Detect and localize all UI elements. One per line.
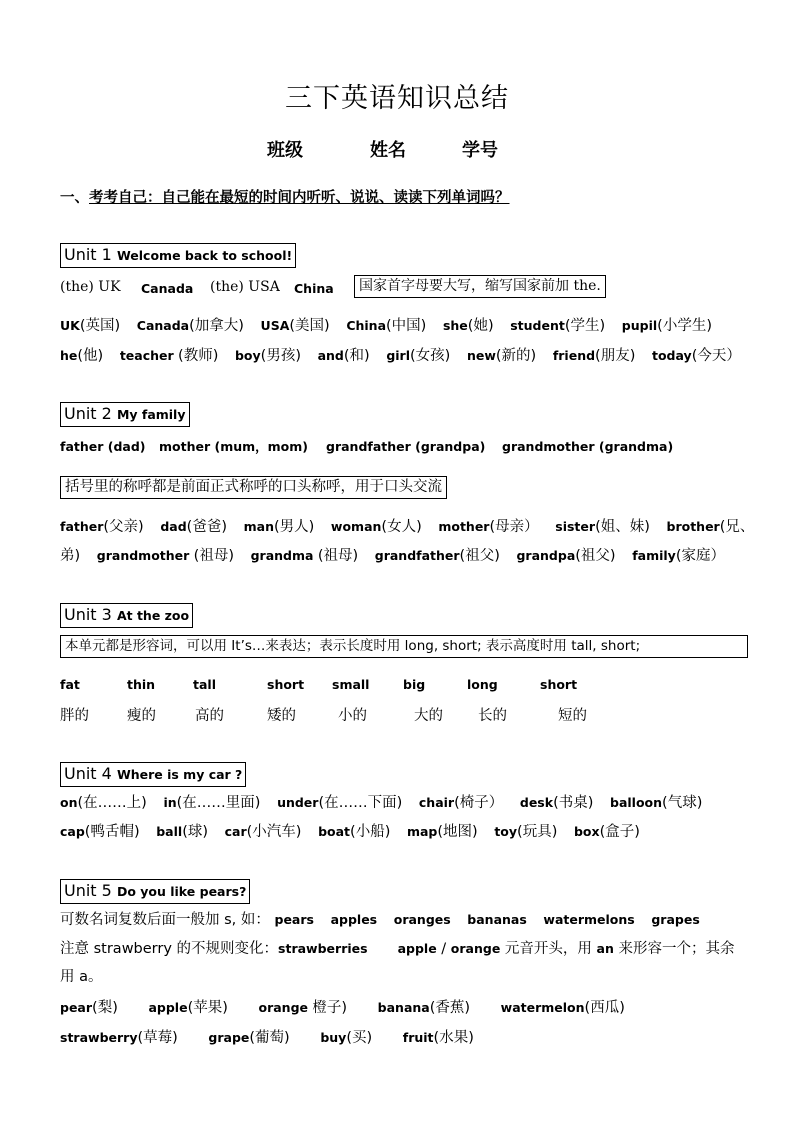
vocab-item: and(和) (317, 348, 370, 364)
unit2-label: Unit 2 (64, 404, 112, 423)
unit5-vocab-row2 (60, 1028, 486, 1048)
unit1-label: Unit 1 (64, 245, 112, 264)
adjective-meaning: 短的 (558, 708, 587, 724)
plural-word: apples (330, 912, 378, 927)
vocab-item: family(家庭） (632, 548, 725, 564)
vocab-item: new(新的) (466, 348, 537, 364)
section-prefix: 一、 (60, 190, 89, 206)
unit1-heading (60, 243, 296, 268)
adjective-word: short (540, 677, 578, 692)
adjective-meaning: 高的 (195, 708, 224, 724)
unit2-topic: My family (116, 407, 186, 422)
vocab-item: mother(母亲） (438, 519, 539, 535)
vocab-item: orange 橙子) (258, 1000, 348, 1016)
family-word: mother (mum，mom) (159, 439, 308, 454)
vocab-item: box(盒子) (573, 824, 640, 840)
adjective-word: small (332, 677, 370, 692)
vocab-item: Canada(加拿大) (136, 318, 244, 334)
unit4-topic: Where is my car ? (116, 767, 243, 782)
unit3-topic: At the zoo (116, 608, 190, 623)
vocab-item: boy(男孩) (234, 348, 301, 364)
plural-word: oranges (393, 912, 451, 927)
vocab-item: teacher (教师) (119, 348, 219, 364)
unit3-note: 本单元都是形容词，可以用 It’s…来表达；表示长度时用 long, short; 表示高度时用 tall, short; (60, 635, 748, 658)
adjective-meaning: 大的 (414, 708, 443, 724)
name-label: 姓名 (370, 140, 406, 161)
adjective-meaning: 矮的 (267, 708, 296, 724)
section-heading (60, 186, 510, 207)
unit2-vocab-row1 (60, 517, 754, 537)
unit1-topic: Welcome back to school! (116, 248, 293, 263)
vocab-item: balloon(气球) (610, 795, 703, 811)
unit2-note: 括号里的称呼都是前面正式称呼的口头称呼，用于口头交流 (60, 476, 447, 499)
unit1-vocab-row2 (60, 346, 753, 366)
unit4-label: Unit 4 (64, 764, 112, 783)
vocab-item: today(今天） (651, 348, 741, 364)
vocab-item: cap(鸭舌帽) (60, 824, 140, 840)
unit3-heading (60, 603, 193, 628)
unit4-vocab-row2 (60, 822, 652, 842)
vocab-item: student(学生) (510, 318, 606, 334)
adjective-word: big (403, 677, 426, 692)
vocab-item: pear(梨) (60, 1000, 118, 1016)
plural-word: grapes (651, 912, 700, 927)
adjective-word: long (467, 677, 498, 692)
vocab-item: woman(女人) (330, 519, 422, 535)
vocab-item: on(在……上) (60, 795, 147, 811)
vocab-item: in(在……里面) (163, 795, 261, 811)
vocab-item: girl(女孩) (386, 348, 451, 364)
adjective-meaning: 小的 (338, 708, 367, 724)
adjective-meaning: 长的 (478, 708, 507, 724)
vocab-item: grandfather(祖父) (374, 548, 500, 564)
vocab-item: brother(兄、 (666, 519, 755, 535)
adjective-word: short (267, 677, 305, 692)
vocab-item: 弟) (60, 548, 81, 564)
vocab-item: desk(书桌) (519, 795, 594, 811)
vocab-item: fruit(水果) (402, 1030, 474, 1046)
vocab-item: buy(买) (320, 1030, 373, 1046)
unit3-label: Unit 3 (64, 605, 112, 624)
unit5-note: 注意 strawberry 的不规则变化：strawberries apple / orange 元音开头，用 an 来形容一个；其余用 a。 (60, 941, 735, 985)
section-text: 考考自己：自己能在最短的时间内听听、说说、读读下列单词吗？ (89, 190, 510, 206)
vocab-item: toy(玩具) (494, 824, 558, 840)
plural-intro: 可数名词复数后面一般加 s, 如： (60, 912, 270, 928)
adjective-word: tall (193, 677, 216, 692)
unit5-heading (60, 879, 250, 904)
vocab-item: pupil(小学生) (621, 318, 712, 334)
vocab-item: under(在……下面) (277, 795, 403, 811)
plural-word: watermelons (543, 912, 635, 927)
family-word: grandmother (grandma) (502, 439, 674, 454)
vocab-item: he(他) (60, 348, 104, 364)
adjective-meaning: 瘦的 (127, 708, 156, 724)
vocab-item: chair(椅子） (418, 795, 504, 811)
vocab-item: grandmother (祖母) (96, 548, 234, 564)
unit5-topic: Do you like pears? (116, 884, 247, 899)
vocab-item: boat(小船) (318, 824, 391, 840)
unit5-vocab-row1 (60, 998, 637, 1018)
vocab-item: grape(葡萄) (208, 1030, 290, 1046)
country-china: China (294, 281, 334, 296)
country-canada: Canada (141, 281, 194, 296)
unit5-plurals (60, 910, 712, 930)
vocab-item: sister(姐、妹) (555, 519, 650, 535)
class-label: 班级 (267, 140, 303, 161)
vocab-item: strawberry(草莓) (60, 1030, 178, 1046)
adjective-meaning: 胖的 (60, 708, 89, 724)
vocab-item: USA(美国) (260, 318, 330, 334)
vocab-item: watermelon(西瓜) (500, 1000, 625, 1016)
number-label: 学号 (462, 140, 498, 161)
unit5-label: Unit 5 (64, 881, 112, 900)
vocab-item: ball(球) (156, 824, 209, 840)
unit2-vocab-row2 (60, 546, 737, 566)
country-usa: (the) USA (210, 279, 280, 295)
family-word: father (dad) (60, 439, 146, 454)
plural-word: pears (274, 912, 314, 927)
unit1-vocab-row1 (60, 316, 724, 336)
unit4-vocab-row1 (60, 793, 714, 813)
adjective-word: fat (60, 677, 80, 692)
vocab-item: she(她) (442, 318, 494, 334)
vocab-item: friend(朋友) (552, 348, 636, 364)
unit4-heading (60, 762, 246, 787)
vocab-item: grandma (祖母) (250, 548, 359, 564)
unit1-note: 国家首字母要大写，缩写国家前加 the. (354, 275, 606, 298)
vocab-item: map(地图) (406, 824, 478, 840)
unit2-heading (60, 402, 190, 427)
vocab-item: grandpa(祖父) (516, 548, 616, 564)
vocab-item: China(中国) (346, 318, 427, 334)
plural-word: bananas (467, 912, 527, 927)
vocab-item: UK(英国) (60, 318, 121, 334)
unit3-adjectives (0, 677, 794, 727)
adjective-word: thin (127, 677, 156, 692)
page-title: 三下英语知识总结 (285, 83, 509, 114)
vocab-item: car(小汽车) (224, 824, 302, 840)
vocab-item: banana(香蕉) (377, 1000, 471, 1016)
vocab-item: apple(苹果) (148, 1000, 228, 1016)
country-uk: (the) UK (60, 279, 121, 295)
vocab-item: man(男人) (243, 519, 315, 535)
vocab-item: dad(爸爸) (160, 519, 227, 535)
vocab-item: father(父亲) (60, 519, 144, 535)
family-word: grandfather (grandpa) (326, 439, 486, 454)
